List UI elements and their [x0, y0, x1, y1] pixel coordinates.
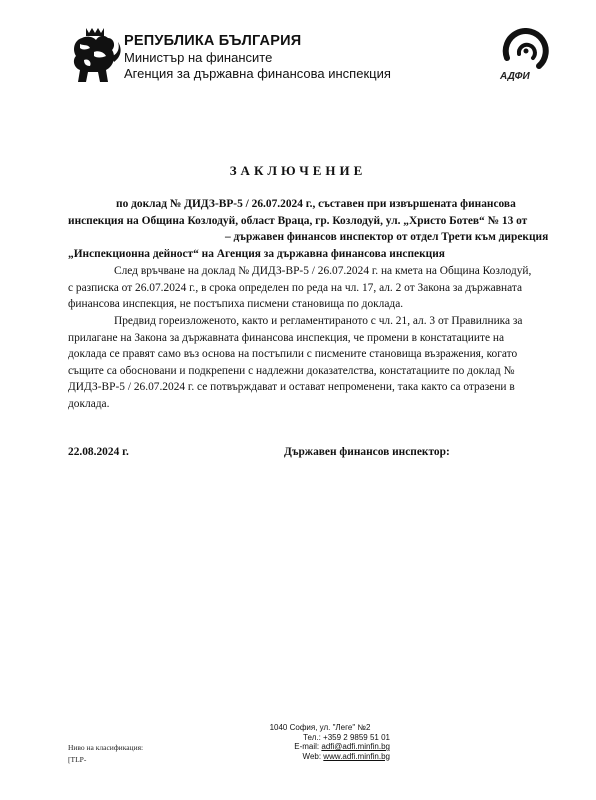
address: 1040 София, ул. "Леге" №2 — [269, 723, 371, 732]
country-name: РЕПУБЛИКА БЪЛГАРИЯ — [124, 33, 302, 49]
intro-line-1: по доклад № ДИДЗ-ВР-5 / 26.07.2024 г., съставен при извършената финансова — [116, 198, 516, 210]
coat-of-arms-lion-icon — [68, 26, 122, 84]
paragraph-1-line-1: След връчване на доклад № ДИДЗ-ВР-5 / 26.07.2024 г. на кмета на Община Козлодуй, — [114, 265, 532, 277]
web-label: Web: — [302, 751, 322, 761]
ministry-name: Министър на финансите — [124, 50, 273, 65]
paragraph-2-line-4: същите са обосновани и подкрепени с надлежни доказателства, констатациите по доклад № — [68, 364, 515, 377]
paragraph-2-line-2: прилагане на Закона за държавната финансова инспекция, че промени в констатациите на — [68, 331, 504, 344]
organization-header — [124, 32, 391, 82]
inspector-signature-label: Държавен финансов инспектор: — [284, 446, 450, 458]
email-label: E-mail: — [294, 742, 320, 751]
intro-block — [68, 196, 562, 262]
adfi-logo-text: АДФИ — [500, 71, 530, 82]
document-date: 22.08.2024 г. — [68, 446, 129, 458]
classification-label: Ниво на класификация: — [68, 743, 144, 752]
paragraph-2 — [68, 313, 562, 412]
intro-line-3: – държавен финансов инспектор от отдел Трети към дирекция — [225, 231, 549, 243]
classification-value: [TLP- — [68, 755, 87, 764]
paragraph-2-line-5: ДИДЗ-ВР-5 / 26.07.2024 г. се потвърждават и остават непроменени, така както са отразени в — [68, 381, 515, 393]
document-title: ЗАКЛЮЧЕНИЕ — [229, 163, 367, 178]
classification-block — [68, 742, 143, 766]
intro-line-2: инспекция на Община Козлодуй, област Враца, гр. Козлодуй, ул. „Христо Ботев“ № 13 от — [68, 214, 528, 227]
web-row — [240, 752, 390, 762]
intro-line-4: „Инспекционна дейност“ на Агенция за държавна финансова инспекция — [68, 247, 445, 260]
email-link[interactable]: adfi@adfi.minfin.bg — [321, 742, 390, 751]
phone: Тел.: +359 2 9859 51 01 — [303, 732, 390, 742]
adfi-logo-icon — [495, 28, 557, 74]
paragraph-1-line-3: финансова инспекция, не постъпиха писмени становища по доклада. — [68, 298, 404, 310]
paragraph-1 — [68, 263, 562, 313]
agency-name: Агенция за държавна финансова инспекция — [124, 66, 391, 81]
paragraph-2-line-6: доклада. — [68, 397, 110, 410]
contact-block — [240, 723, 390, 761]
paragraph-1-line-2: с разписка от 26.07.2024 г., в срока определен по реда на чл. 17, ал. 2 от Закона за държавната — [68, 281, 523, 294]
paragraph-2-line-3: доклада се правят само въз основа на постъпили с писмените становища възражения, когато — [68, 348, 518, 360]
web-link[interactable]: www.adfi.minfin.bg — [323, 751, 390, 761]
paragraph-2-line-1: Предвид гореизложеното, както и регламентираното с чл. 21, ал. 3 от Правилника за — [114, 315, 523, 327]
email-row — [240, 742, 390, 752]
